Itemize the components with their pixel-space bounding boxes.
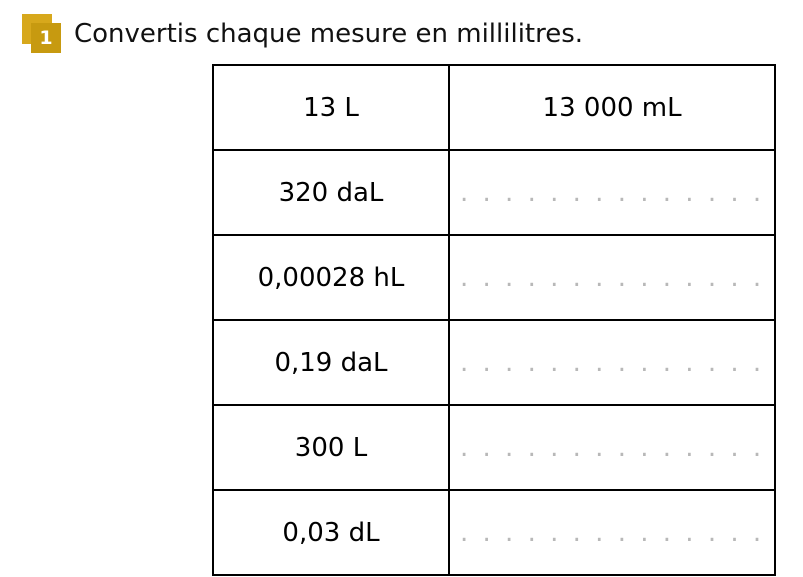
answer-cell[interactable]: . . . . . . . . . . . . . . [449, 150, 775, 235]
measure-cell: 13 L [213, 65, 449, 150]
exercise-number: 1 [39, 26, 53, 49]
table-row [213, 150, 775, 235]
table-row [213, 405, 775, 490]
measure-cell: 0,00028 hL [213, 235, 449, 320]
measure-cell: 0,19 daL [213, 320, 449, 405]
table-row [213, 235, 775, 320]
measure-cell: 300 L [213, 405, 449, 490]
badge-front-square [31, 23, 61, 53]
exercise-number-badge [22, 14, 62, 54]
answer-cell[interactable]: 13 000 mL [449, 65, 775, 150]
measure-cell: 0,03 dL [213, 490, 449, 575]
exercise-header [22, 14, 583, 54]
table-row [213, 320, 775, 405]
answer-cell[interactable]: . . . . . . . . . . . . . . [449, 490, 775, 575]
exercise-instruction: Convertis chaque mesure en millilitres. [74, 18, 584, 49]
answer-cell[interactable]: . . . . . . . . . . . . . . [449, 405, 775, 490]
measure-cell: 320 daL [213, 150, 449, 235]
table-row [213, 65, 775, 150]
table-row [213, 490, 775, 575]
answer-cell[interactable]: . . . . . . . . . . . . . . [449, 320, 775, 405]
answer-cell[interactable]: . . . . . . . . . . . . . . [449, 235, 775, 320]
conversion-table [212, 64, 776, 576]
